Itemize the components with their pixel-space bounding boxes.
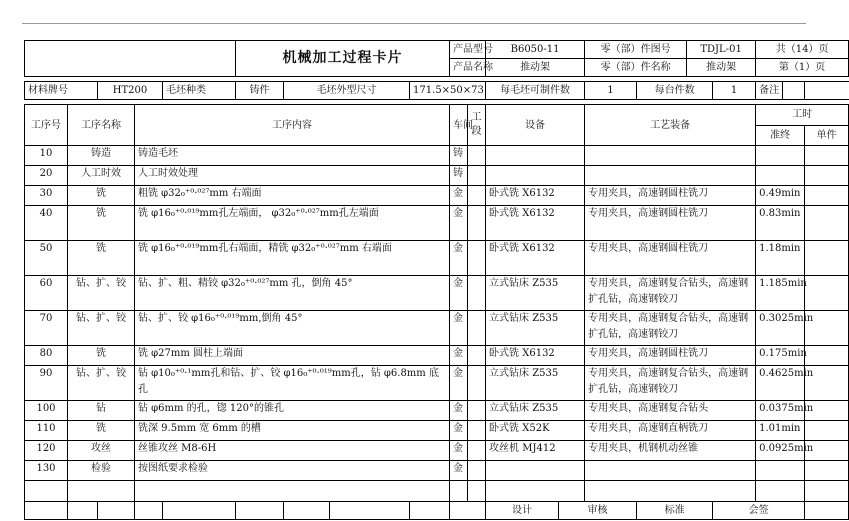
- op-section: [468, 206, 486, 241]
- op-workshop: 金: [450, 186, 468, 206]
- op-content: 粗铣 φ32₀⁺⁰·⁰²⁷mm 右端面: [135, 186, 450, 206]
- op-workshop: 金: [450, 311, 468, 346]
- op-unit-time: [805, 461, 849, 481]
- op-number: 50: [25, 241, 68, 276]
- op-content: 丝锥攻丝 M8-6H: [135, 441, 450, 461]
- page-number: 第（1）页: [756, 59, 849, 77]
- op-name: 铣: [68, 206, 135, 241]
- op-section: [468, 461, 486, 481]
- op-prep-time: 0.0375min: [756, 401, 805, 421]
- op-equipment: [486, 461, 585, 481]
- table-row: [25, 346, 849, 366]
- op-number: 40: [25, 206, 68, 241]
- op-workshop: 金: [450, 241, 468, 276]
- blank-type-label: 毛坯种类: [163, 82, 236, 100]
- op-workshop: 金: [450, 461, 468, 481]
- op-name: 攻丝: [68, 441, 135, 461]
- op-section: [468, 241, 486, 276]
- signature-row: [25, 502, 849, 520]
- op-equipment: 立式钻床 Z535: [486, 311, 585, 346]
- op-name: 钻、扩、铰: [68, 311, 135, 346]
- table-row: [25, 366, 849, 401]
- review-label: 审核: [559, 502, 637, 520]
- design-label: 设计: [486, 502, 559, 520]
- op-prep-time: 0.0925min: [756, 441, 805, 461]
- op-prep-time: 1.185min: [756, 276, 805, 311]
- op-unit-time: [805, 206, 849, 241]
- op-equipment: 立式钻床 Z535: [486, 276, 585, 311]
- op-content: 钻 φ6mm 的孔，锪 120°的锥孔: [135, 401, 450, 421]
- op-tooling: [585, 146, 756, 166]
- table-row: [25, 311, 849, 346]
- op-section: [468, 421, 486, 441]
- product-model-value: B6050-11: [486, 41, 585, 59]
- col-time: 工时: [756, 105, 849, 126]
- op-unit-time: [805, 166, 849, 186]
- column-header-row-1: [25, 105, 849, 126]
- product-model-label: 产品型号: [450, 41, 486, 59]
- op-workshop: 金: [450, 366, 468, 401]
- op-equipment: 卧式铣 X52K: [486, 421, 585, 441]
- op-content: 铣 φ16₀⁺⁰·⁰¹⁹mm孔右端面，精铣 φ32₀⁺⁰·⁰²⁷mm 右端面: [135, 241, 450, 276]
- op-number: 70: [25, 311, 68, 346]
- op-tooling: 专用夹具，高速钢复合钻头，高速钢扩孔钻，高速钢铰刀: [585, 276, 756, 311]
- op-section: [468, 366, 486, 401]
- remark-label: 备注: [756, 82, 783, 100]
- col-equipment: 设备: [486, 105, 585, 146]
- op-number: 20: [25, 166, 68, 186]
- op-prep-time: 1.01min: [756, 421, 805, 441]
- parts-per-machine-value: 1: [713, 82, 756, 100]
- material-grade-label: 材料牌号: [25, 82, 98, 100]
- col-prep: 准终: [756, 125, 805, 146]
- op-name: 钻、扩、铰: [68, 276, 135, 311]
- op-equipment: 卧式铣 X6132: [486, 241, 585, 276]
- op-unit-time: [805, 346, 849, 366]
- op-prep-time: 0.175min: [756, 346, 805, 366]
- standard-label: 标准: [637, 502, 713, 520]
- op-equipment: 卧式铣 X6132: [486, 186, 585, 206]
- op-tooling: 专用夹具，高速钢圆柱铣刀: [585, 186, 756, 206]
- op-name: 铸造: [68, 146, 135, 166]
- op-tooling: [585, 461, 756, 481]
- op-workshop: 金: [450, 421, 468, 441]
- blank-size-value: 171.5×50×73: [410, 82, 486, 100]
- op-prep-time: [756, 146, 805, 166]
- table-row: [25, 441, 849, 461]
- op-section: [468, 166, 486, 186]
- op-tooling: 专用夹具，高速钢复合钻头，高速钢扩孔钻，高速钢铰刀: [585, 366, 756, 401]
- op-workshop: 金: [450, 276, 468, 311]
- card-title: 机械加工过程卡片: [236, 41, 450, 77]
- op-prep-time: 0.4625min: [756, 366, 805, 401]
- op-section: [468, 146, 486, 166]
- parts-per-blank-value: 1: [585, 82, 637, 100]
- op-prep-time: [756, 461, 805, 481]
- op-tooling: [585, 166, 756, 186]
- op-equipment: 卧式铣 X6132: [486, 206, 585, 241]
- op-prep-time: 0.49min: [756, 186, 805, 206]
- table-row: [25, 276, 849, 311]
- blank-type-value: 铸件: [236, 82, 284, 100]
- parts-per-machine-label: 每台件数: [637, 82, 713, 100]
- col-op-name: 工序名称: [68, 105, 135, 146]
- table-row: [25, 461, 849, 481]
- col-tooling: 工艺装备: [585, 105, 756, 146]
- table-row: [25, 206, 849, 241]
- op-tooling: 专用夹具，高速钢直柄铣刀: [585, 421, 756, 441]
- op-equipment: [486, 166, 585, 186]
- op-number: 110: [25, 421, 68, 441]
- op-name: 人工时效: [68, 166, 135, 186]
- op-content: 钻、扩、铰 φ16₀⁺⁰·⁰¹⁹mm,倒角 45°: [135, 311, 450, 346]
- op-tooling: 专用夹具，高速钢复合钻头: [585, 401, 756, 421]
- op-section: [468, 346, 486, 366]
- op-content: 按图纸要求检验: [135, 461, 450, 481]
- parts-per-blank-label: 每毛坯可制件数: [486, 82, 585, 100]
- blank-size-label: 毛坯外型尺寸: [284, 82, 410, 100]
- op-tooling: 专用夹具，高速钢复合钻头，高速钢扩孔钻，高速钢铰刀: [585, 311, 756, 346]
- table-row: [25, 186, 849, 206]
- op-equipment: 立式钻床 Z535: [486, 366, 585, 401]
- op-number: 10: [25, 146, 68, 166]
- op-name: 铣: [68, 346, 135, 366]
- op-tooling: 专用夹具，机钢机动丝锥: [585, 441, 756, 461]
- table-row: [25, 401, 849, 421]
- op-number: 60: [25, 276, 68, 311]
- col-section: 工段: [468, 105, 486, 146]
- op-unit-time: [805, 421, 849, 441]
- op-number: 90: [25, 366, 68, 401]
- op-tooling: 专用夹具，高速钢圆柱铣刀: [585, 206, 756, 241]
- op-name: 铣: [68, 186, 135, 206]
- op-tooling: 专用夹具，高速钢圆柱铣刀: [585, 241, 756, 276]
- op-number: 100: [25, 401, 68, 421]
- op-name: 检验: [68, 461, 135, 481]
- op-name: 钻、扩、铰: [68, 366, 135, 401]
- part-number-label: 零（部）件图号: [585, 41, 687, 59]
- part-name-value: 推动架: [687, 59, 756, 77]
- op-unit-time: [805, 146, 849, 166]
- op-content: 铣 φ27mm 圆柱上端面: [135, 346, 450, 366]
- op-tooling: 专用夹具，高速钢圆柱铣刀: [585, 346, 756, 366]
- op-content: 铣深 9.5mm 宽 6mm 的槽: [135, 421, 450, 441]
- col-unit: 单件: [805, 125, 849, 146]
- part-name-label: 零（部）件名称: [585, 59, 687, 77]
- op-prep-time: 0.83min: [756, 206, 805, 241]
- op-section: [468, 276, 486, 311]
- op-prep-time: 1.18min: [756, 241, 805, 276]
- total-pages: 共（14）页: [756, 41, 849, 59]
- material-row: [25, 82, 849, 100]
- product-name-value: 推动架: [486, 59, 585, 77]
- material-grade-value: HT200: [98, 82, 163, 100]
- op-workshop: 金: [450, 401, 468, 421]
- header-row-1: [25, 41, 849, 59]
- op-workshop: 铸: [450, 166, 468, 186]
- table-row: [25, 241, 849, 276]
- remark-value: [783, 82, 805, 100]
- op-unit-time: [805, 241, 849, 276]
- op-prep-time: 0.3025min: [756, 311, 805, 346]
- op-content: 铣 φ16₀⁺⁰·⁰¹⁹mm孔左端面， φ32₀⁺⁰·⁰²⁷mm孔左端面: [135, 206, 450, 241]
- op-section: [468, 311, 486, 346]
- col-op-no: 工序号: [25, 105, 68, 146]
- op-name: 铣: [68, 241, 135, 276]
- product-name-label: 产品名称: [450, 59, 486, 77]
- op-content: 铸造毛坯: [135, 146, 450, 166]
- op-section: [468, 401, 486, 421]
- op-equipment: 卧式铣 X6132: [486, 346, 585, 366]
- op-workshop: 铸: [450, 146, 468, 166]
- op-number: 80: [25, 346, 68, 366]
- op-content: 钻、扩、粗、精铰 φ32₀⁺⁰·⁰²⁷mm 孔，倒角 45°: [135, 276, 450, 311]
- op-workshop: 金: [450, 346, 468, 366]
- op-number: 130: [25, 461, 68, 481]
- op-equipment: 立式钻床 Z535: [486, 401, 585, 421]
- op-equipment: [486, 146, 585, 166]
- countersign-label: 会签: [713, 502, 805, 520]
- op-content: 人工时效处理: [135, 166, 450, 186]
- op-number: 120: [25, 441, 68, 461]
- op-unit-time: [805, 186, 849, 206]
- operation-rows: [25, 146, 849, 481]
- op-prep-time: [756, 166, 805, 186]
- top-rule: [22, 23, 806, 24]
- op-name: 钻: [68, 401, 135, 421]
- op-content: 钻 φ10₀⁺⁰·¹mm孔和钻、扩、铰 φ16₀⁺⁰·⁰¹⁹mm孔，钻 φ6.8mm 底孔: [135, 366, 450, 401]
- op-unit-time: [805, 276, 849, 311]
- op-number: 30: [25, 186, 68, 206]
- logo-box: [25, 41, 236, 77]
- op-workshop: 金: [450, 206, 468, 241]
- table-row: [25, 146, 849, 166]
- table-row: [25, 166, 849, 186]
- col-content: 工序内容: [135, 105, 450, 146]
- process-card-table: [24, 40, 849, 520]
- part-number-value: TDJL-01: [687, 41, 756, 59]
- op-section: [468, 441, 486, 461]
- blank-row: [25, 481, 849, 502]
- col-workshop: 车间: [450, 105, 468, 146]
- op-name: 铣: [68, 421, 135, 441]
- table-row: [25, 421, 849, 441]
- op-workshop: 金: [450, 441, 468, 461]
- op-equipment: 攻丝机 MJ412: [486, 441, 585, 461]
- op-section: [468, 186, 486, 206]
